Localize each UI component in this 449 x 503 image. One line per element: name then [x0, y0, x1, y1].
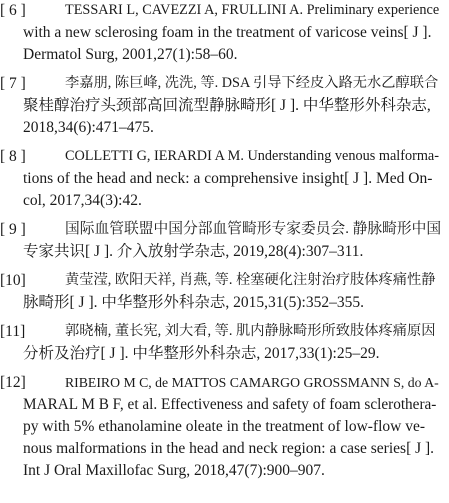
- reference-number: [10]: [0, 272, 26, 289]
- reference-text-line: TESSARI L, CAVEZZI A, FRULLINI A. Preliminary experience: [65, 2, 440, 18]
- reference-number: [ 6 ]: [0, 2, 26, 19]
- reference-text-line: 聚桂醇治疗头颈部高回流型静脉畸形[ J ]. 中华整形外科杂志,: [23, 97, 431, 114]
- reference-number: [11]: [0, 323, 26, 340]
- reference-text-line: 2018,34(6):471–475.: [23, 119, 154, 136]
- reference-text-line: 专家共识[ J ]. 介入放射学杂志, 2019,28(4):307–311.: [23, 243, 364, 260]
- reference-text-line: 郭晓楠, 董长宪, 刘大看, 等. 肌内静脉畸形所致肢体疼痛原因: [65, 323, 436, 339]
- reference-text-line: 分析及治疗[ J ]. 中华整形外科杂志, 2017,33(1):25–29.: [23, 345, 380, 362]
- reference-text-line: 国际血管联盟中国分部血管畸形专家委员会. 静脉畸形中国: [65, 221, 442, 237]
- reference-text-line: 黄莹滢, 欧阳天祥, 肖燕, 等. 栓塞硬化注射治疗肢体疼痛性静: [65, 272, 436, 288]
- reference-text-line: Dermatol Surg, 2001,27(1):58–60.: [23, 46, 238, 63]
- reference-text-line: col, 2017,34(3):42.: [23, 192, 142, 209]
- reference-text-line: with a new sclerosing foam in the treatment of varicose veins[ J ].: [23, 24, 432, 41]
- reference-number: [ 9 ]: [0, 221, 26, 238]
- reference-text-line: RIBEIRO M C, de MATTOS CAMARGO GROSSMANN S, do A-: [65, 375, 439, 390]
- reference-number: [12]: [0, 374, 26, 391]
- reference-text-line: 脉畸形[ J ]. 中华整形外科杂志, 2015,31(5):352–355.: [23, 294, 364, 311]
- reference-text-line: tions of the head and neck: a comprehensive insight[ J ]. Med On-: [23, 170, 433, 187]
- reference-text-line: Int J Oral Maxillofac Surg, 2018,47(7):900–907.: [23, 462, 325, 479]
- reference-text-line: COLLETTI G, IERARDI A M. Understanding venous malforma-: [65, 148, 439, 164]
- reference-text-line: 李嘉朋, 陈巨峰, 冼洗, 等. DSA 引导下经皮入路无水乙醇联合: [65, 75, 439, 91]
- reference-number: [ 7 ]: [0, 75, 26, 92]
- reference-text-line: py with 5% ethanolamine oleate in the treatment of low-flow ve-: [23, 418, 426, 435]
- reference-text-line: MARAL M B F, et al. Effectiveness and safety of foam sclerothera-: [23, 396, 437, 413]
- reference-number: [ 8 ]: [0, 148, 26, 165]
- reference-text-line: nous malformations in the head and neck region: a case series[ J ].: [23, 440, 435, 457]
